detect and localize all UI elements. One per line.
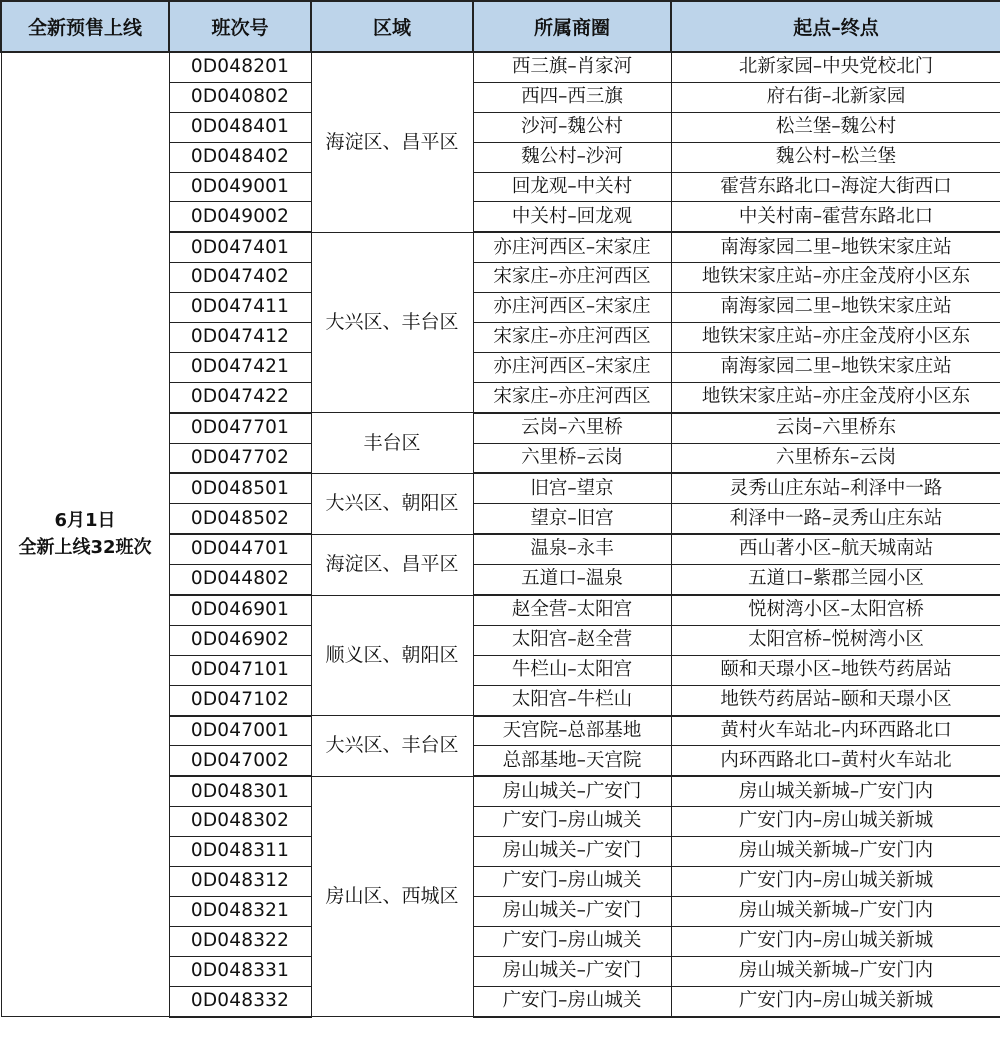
route-endpoints: 松兰堡–魏公村 <box>671 112 1000 142</box>
header-row <box>1 1 1000 52</box>
trip-code: 0D047701 <box>169 413 311 443</box>
business-area: 天宫院–总部基地 <box>473 716 671 746</box>
route-endpoints: 太阳宫桥–悦树湾小区 <box>671 625 1000 655</box>
route-endpoints: 房山城关新城–广安门内 <box>671 776 1000 806</box>
table-row <box>1 52 1000 82</box>
trip-code: 0D048402 <box>169 142 311 172</box>
route-endpoints: 黄村火车站北–内环西路北口 <box>671 716 1000 746</box>
trip-code: 0D044701 <box>169 534 311 564</box>
region-cell: 大兴区、丰台区 <box>311 716 473 777</box>
trip-code: 0D047101 <box>169 655 311 685</box>
launch-summary: 全新上线32班次 <box>18 536 152 558</box>
business-area: 太阳宫–牛栏山 <box>473 685 671 715</box>
route-endpoints: 广安门内–房山城关新城 <box>671 867 1000 897</box>
trip-code: 0D047102 <box>169 685 311 715</box>
trip-code: 0D048401 <box>169 112 311 142</box>
route-endpoints: 地铁宋家庄站–亦庄金茂府小区东 <box>671 323 1000 353</box>
trip-code: 0D040802 <box>169 82 311 112</box>
route-endpoints: 利泽中一路–灵秀山庄东站 <box>671 504 1000 534</box>
route-endpoints: 中关村南–霍营东路北口 <box>671 202 1000 232</box>
business-area: 牛栏山–太阳宫 <box>473 655 671 685</box>
route-endpoints: 云岗–六里桥东 <box>671 413 1000 443</box>
business-area: 魏公村–沙河 <box>473 142 671 172</box>
trip-code: 0D049001 <box>169 172 311 202</box>
region-cell: 顺义区、朝阳区 <box>311 595 473 716</box>
business-area: 房山城关–广安门 <box>473 956 671 986</box>
header-code: 班次号 <box>169 1 311 52</box>
region-cell: 房山区、西城区 <box>311 776 473 1016</box>
business-area: 广安门–房山城关 <box>473 926 671 956</box>
business-area: 宋家庄–亦庄河西区 <box>473 323 671 353</box>
region-cell: 海淀区、昌平区 <box>311 52 473 232</box>
business-area: 房山城关–广安门 <box>473 837 671 867</box>
region-cell: 丰台区 <box>311 413 473 474</box>
business-area: 亦庄河西区–宋家庄 <box>473 232 671 262</box>
business-area: 六里桥–云岗 <box>473 443 671 473</box>
route-endpoints: 南海家园二里–地铁宋家庄站 <box>671 293 1000 323</box>
trip-code: 0D047001 <box>169 716 311 746</box>
trip-code: 0D049002 <box>169 202 311 232</box>
business-area: 总部基地–天宫院 <box>473 746 671 776</box>
business-area: 亦庄河西区–宋家庄 <box>473 293 671 323</box>
header-launch: 全新预售上线 <box>1 1 169 52</box>
header-route: 起点–终点 <box>671 1 1000 52</box>
route-endpoints: 南海家园二里–地铁宋家庄站 <box>671 352 1000 382</box>
header-area: 所属商圈 <box>473 1 671 52</box>
business-area: 广安门–房山城关 <box>473 986 671 1016</box>
route-endpoints: 房山城关新城–广安门内 <box>671 956 1000 986</box>
business-area: 西三旗–肖家河 <box>473 52 671 82</box>
region-cell: 大兴区、朝阳区 <box>311 473 473 534</box>
trip-code: 0D047411 <box>169 293 311 323</box>
route-endpoints: 地铁宋家庄站–亦庄金茂府小区东 <box>671 263 1000 293</box>
trip-code: 0D047412 <box>169 323 311 353</box>
launch-cell <box>1 52 169 1017</box>
business-area: 旧宫–望京 <box>473 473 671 503</box>
route-endpoints: 西山著小区–航天城南站 <box>671 534 1000 564</box>
route-endpoints: 五道口–紫郡兰园小区 <box>671 565 1000 595</box>
trip-code: 0D048502 <box>169 504 311 534</box>
trip-code: 0D048311 <box>169 837 311 867</box>
business-area: 赵全营–太阳宫 <box>473 595 671 625</box>
business-area: 广安门–房山城关 <box>473 867 671 897</box>
trip-code: 0D047702 <box>169 443 311 473</box>
route-endpoints: 霍营东路北口–海淀大街西口 <box>671 172 1000 202</box>
trip-code: 0D048201 <box>169 52 311 82</box>
route-endpoints: 南海家园二里–地铁宋家庄站 <box>671 232 1000 262</box>
business-area: 中关村–回龙观 <box>473 202 671 232</box>
business-area: 房山城关–广安门 <box>473 776 671 806</box>
trip-code: 0D048322 <box>169 926 311 956</box>
route-endpoints: 内环西路北口–黄村火车站北 <box>671 746 1000 776</box>
route-endpoints: 地铁芍药居站–颐和天璟小区 <box>671 685 1000 715</box>
business-area: 五道口–温泉 <box>473 565 671 595</box>
route-endpoints: 北新家园–中央党校北门 <box>671 52 1000 82</box>
trip-code: 0D046902 <box>169 625 311 655</box>
business-area: 温泉–永丰 <box>473 534 671 564</box>
route-endpoints: 颐和天璟小区–地铁芍药居站 <box>671 655 1000 685</box>
trip-code: 0D048321 <box>169 896 311 926</box>
route-endpoints: 府右街–北新家园 <box>671 82 1000 112</box>
business-area: 宋家庄–亦庄河西区 <box>473 382 671 412</box>
route-endpoints: 广安门内–房山城关新城 <box>671 926 1000 956</box>
trip-code: 0D047421 <box>169 352 311 382</box>
business-area: 回龙观–中关村 <box>473 172 671 202</box>
business-area: 房山城关–广安门 <box>473 896 671 926</box>
business-area: 西四–西三旗 <box>473 82 671 112</box>
launch-date: 6月1日 <box>54 510 116 532</box>
region-cell: 海淀区、昌平区 <box>311 534 473 595</box>
trip-code: 0D048332 <box>169 986 311 1016</box>
route-endpoints: 房山城关新城–广安门内 <box>671 837 1000 867</box>
route-endpoints: 广安门内–房山城关新城 <box>671 986 1000 1016</box>
header-region: 区域 <box>311 1 473 52</box>
route-endpoints: 魏公村–松兰堡 <box>671 142 1000 172</box>
route-endpoints: 悦树湾小区–太阳宫桥 <box>671 595 1000 625</box>
trip-code: 0D048302 <box>169 807 311 837</box>
trip-code: 0D047401 <box>169 232 311 262</box>
route-endpoints: 房山城关新城–广安门内 <box>671 896 1000 926</box>
business-area: 宋家庄–亦庄河西区 <box>473 263 671 293</box>
table-body <box>1 52 1000 1017</box>
business-area: 太阳宫–赵全营 <box>473 625 671 655</box>
business-area: 望京–旧宫 <box>473 504 671 534</box>
trip-code: 0D047402 <box>169 263 311 293</box>
trip-code: 0D046901 <box>169 595 311 625</box>
route-endpoints: 地铁宋家庄站–亦庄金茂府小区东 <box>671 382 1000 412</box>
trip-code: 0D048312 <box>169 867 311 897</box>
trip-code: 0D048331 <box>169 956 311 986</box>
trip-code: 0D048301 <box>169 776 311 806</box>
business-area: 沙河–魏公村 <box>473 112 671 142</box>
trip-code: 0D047422 <box>169 382 311 412</box>
route-endpoints: 六里桥东–云岗 <box>671 443 1000 473</box>
route-endpoints: 广安门内–房山城关新城 <box>671 807 1000 837</box>
route-endpoints: 灵秀山庄东站–利泽中一路 <box>671 473 1000 503</box>
trip-code: 0D044802 <box>169 565 311 595</box>
region-cell: 大兴区、丰台区 <box>311 232 473 412</box>
business-area: 云岗–六里桥 <box>473 413 671 443</box>
business-area: 亦庄河西区–宋家庄 <box>473 352 671 382</box>
trip-code: 0D047002 <box>169 746 311 776</box>
trip-code: 0D048501 <box>169 473 311 503</box>
business-area: 广安门–房山城关 <box>473 807 671 837</box>
